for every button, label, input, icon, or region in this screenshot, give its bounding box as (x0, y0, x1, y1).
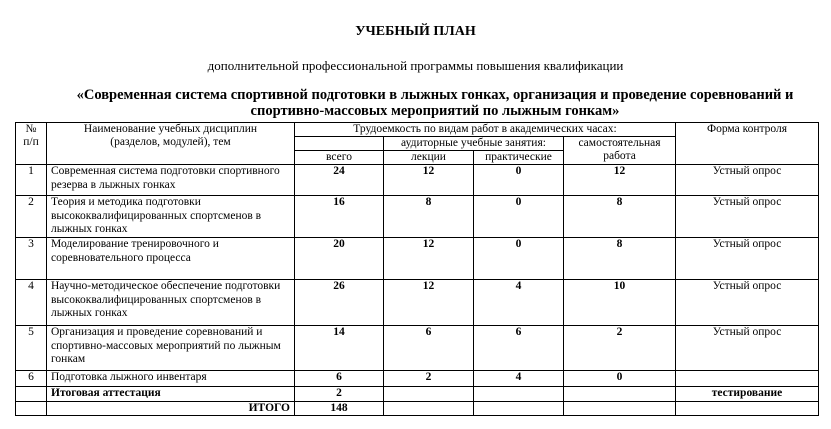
header-num-line1: № (25, 123, 37, 135)
table-row (16, 165, 819, 196)
empty-cell (474, 401, 564, 416)
header-total: всего (295, 151, 384, 165)
row-lectures: 12 (384, 280, 474, 326)
row-self: 12 (564, 165, 676, 196)
table-row (16, 280, 819, 326)
row-num: 5 (16, 326, 47, 371)
row-self: 10 (564, 280, 676, 326)
empty-cell (564, 387, 676, 402)
row-lectures: 12 (384, 238, 474, 280)
table-row (16, 196, 819, 238)
row-practical: 6 (474, 326, 564, 371)
document-subtitle: дополнительной профессиональной программы повышения квалификации (207, 58, 624, 73)
header-num-line2: п/п (23, 136, 39, 148)
row-name: Современная система подготовки спортивного резерва в лыжных гонках (47, 165, 295, 196)
row-control: Устный опрос (676, 196, 819, 238)
row-lectures: 12 (384, 165, 474, 196)
row-total: 20 (295, 238, 384, 280)
empty-cell (676, 401, 819, 416)
row-num (16, 387, 47, 402)
header-name-line2: (разделов, модулей), тем (110, 136, 231, 148)
row-name: Научно-методическое обеспечение подготовки высококвалифицированных спортсменов в лыжных гонках (47, 280, 295, 326)
header-self (564, 137, 676, 165)
row-total: 24 (295, 165, 384, 196)
program-name-line1: «Современная система спортивной подготовки в лыжных гонках, организация и проведение соревнований и (76, 87, 794, 103)
row-practical: 0 (474, 238, 564, 280)
row-num: 4 (16, 280, 47, 326)
header-auditory: аудиторные учебные занятия: (384, 137, 564, 151)
total-row (16, 401, 819, 416)
table-row (16, 326, 819, 371)
row-practical: 4 (474, 280, 564, 326)
total-label: ИТОГО (47, 401, 295, 416)
document-title: УЧЕБНЫЙ ПЛАН (355, 24, 476, 39)
final-control: тестирование (676, 387, 819, 402)
final-attestation-row (16, 387, 819, 402)
row-control: Устный опрос (676, 326, 819, 371)
row-num: 3 (16, 238, 47, 280)
final-name: Итоговая аттестация (47, 387, 295, 402)
header-practical: практические (474, 151, 564, 165)
header-self-line1: самостоятельная (578, 137, 661, 149)
program-name (40, 87, 830, 119)
row-practical: 4 (474, 371, 564, 387)
row-self: 8 (564, 196, 676, 238)
header-empty (295, 137, 384, 151)
row-self: 0 (564, 371, 676, 387)
header-self-line2: работа (603, 150, 636, 162)
row-total: 26 (295, 280, 384, 326)
row-control: Устный опрос (676, 238, 819, 280)
row-num (16, 401, 47, 416)
row-practical: 0 (474, 165, 564, 196)
empty-cell (474, 387, 564, 402)
row-self: 8 (564, 238, 676, 280)
table-row (16, 238, 819, 280)
total-value: 148 (295, 401, 384, 416)
header-control: Форма контроля (676, 123, 819, 165)
row-num: 6 (16, 371, 47, 387)
row-self: 2 (564, 326, 676, 371)
row-num: 2 (16, 196, 47, 238)
header-name-line1: Наименование учебных дисциплин (83, 123, 258, 135)
header-labor: Трудоемкость по видам работ в академических часах: (295, 123, 676, 137)
row-num: 1 (16, 165, 47, 196)
row-lectures: 2 (384, 371, 474, 387)
row-lectures: 8 (384, 196, 474, 238)
row-lectures: 6 (384, 326, 474, 371)
table-row (16, 371, 819, 387)
row-practical: 0 (474, 196, 564, 238)
program-name-line2: спортивно-массовых мероприятий по лыжным гонкам» (250, 103, 620, 119)
empty-cell (564, 401, 676, 416)
row-name: Подготовка лыжного инвентаря (47, 371, 295, 387)
final-total: 2 (295, 387, 384, 402)
empty-cell (384, 401, 474, 416)
row-name: Моделирование тренировочного и соревновательного процесса (47, 238, 295, 280)
curriculum-table (15, 122, 819, 416)
row-control: Устный опрос (676, 165, 819, 196)
row-control: Устный опрос (676, 280, 819, 326)
header-name (47, 123, 295, 165)
empty-cell (384, 387, 474, 402)
header-lectures: лекции (384, 151, 474, 165)
row-total: 6 (295, 371, 384, 387)
row-total: 16 (295, 196, 384, 238)
row-name: Организация и проведение соревнований и спортивно-массовых мероприятий по лыжным гонкам (47, 326, 295, 371)
row-control (676, 371, 819, 387)
header-num (16, 123, 47, 165)
row-total: 14 (295, 326, 384, 371)
row-name: Теория и методика подготовки высококвалифицированных спортсменов в лыжных гонках (47, 196, 295, 238)
